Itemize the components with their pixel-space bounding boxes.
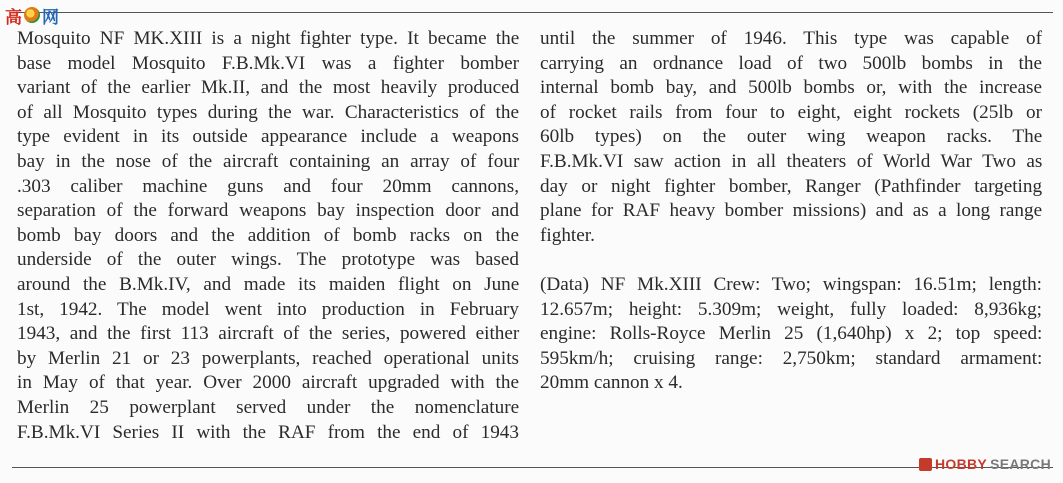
left-line: separation of the forward weapons bay inspection door and (17, 200, 519, 222)
right-column (540, 27, 1042, 396)
left-line: variant of the earlier Mk.II, and the most heavily produced (17, 77, 520, 99)
logo-char-1: 高 (5, 7, 22, 28)
left-column (17, 27, 519, 445)
data-line: (Data) NF Mk.XIII Crew: Two; wingspan: 16.51m; length: (540, 273, 1042, 295)
left-line: by Merlin 21 or 23 powerplants, reached operational units (17, 347, 519, 369)
right-line: fighter. (540, 224, 595, 246)
site-logo (5, 4, 59, 26)
right-line: 60lb types) on the outer wing weapon racks. The (540, 126, 1043, 148)
data-line: 595km/h; cruising range: 2,750km; standard armament: (540, 347, 1043, 369)
bottom-rule (12, 467, 1053, 468)
right-line: carrying an ordnance load of two 500lb bombs in the (540, 52, 1042, 74)
right-line: day or night fighter bomber, Ranger (Pathfinder targeting (540, 175, 1043, 197)
left-line: type evident in its outside appearance include a weapons (17, 126, 519, 148)
right-line: internal bomb bay, and 500lb bombs or, with the increase (540, 77, 1042, 99)
watermark-suffix: SEARCH (990, 456, 1051, 472)
data-line: 12.657m; height: 5.309m; weight, fully loaded: 8,936kg; (540, 298, 1042, 320)
left-line: bay in the nose of the aircraft containing an array of four (17, 150, 520, 172)
data-line: 20mm cannon x 4. (540, 372, 683, 394)
left-line: F.B.Mk.VI Series II with the RAF from the end of 1943 (17, 421, 519, 443)
hobbysearch-logo-icon (919, 458, 932, 471)
left-line: bomb bay doors and the addition of bomb racks on the (17, 224, 519, 246)
right-line: until the summer of 1946. This type was capable of (540, 28, 1042, 49)
data-line: engine: Rolls-Royce Merlin 25 (1,640hp) x 2; top speed: (540, 323, 1043, 345)
left-line: Merlin 25 powerplant served under the nomenclature (17, 396, 520, 418)
left-line: .303 caliber machine guns and four 20mm cannons, (17, 175, 519, 197)
logo-globe-icon (24, 7, 40, 23)
top-rule (12, 12, 1053, 13)
left-line: underside of the outer wings. The prototype was based (17, 249, 520, 271)
logo-char-2: 网 (42, 7, 59, 28)
left-line: Mosquito NF MK.XIII is a night fighter type. It became the (17, 28, 520, 49)
left-line: of all Mosquito types during the war. Characteristics of the (17, 101, 519, 123)
right-line: of rocket rails from four to eight, eight rockets (25lb or (540, 101, 1042, 123)
left-line: in May of that year. Over 2000 aircraft upgraded with the (17, 372, 519, 394)
left-line: 1st, 1942. The model went into production in February (17, 298, 519, 320)
right-line: plane for RAF heavy bomber missions) and as a long range (540, 200, 1043, 222)
watermark-brand: HOBBY (935, 456, 988, 472)
paragraph-gap (540, 248, 1042, 273)
left-line: base model Mosquito F.B.Mk.VI was a fighter bomber (17, 52, 519, 74)
hobbysearch-watermark (919, 456, 1051, 472)
right-line: F.B.Mk.VI saw action in all theaters of World War Two as (540, 150, 1043, 172)
left-line: 1943, and the first 113 aircraft of the series, powered either (17, 323, 520, 345)
left-line: around the B.Mk.IV, and made its maiden flight on June (17, 273, 520, 295)
